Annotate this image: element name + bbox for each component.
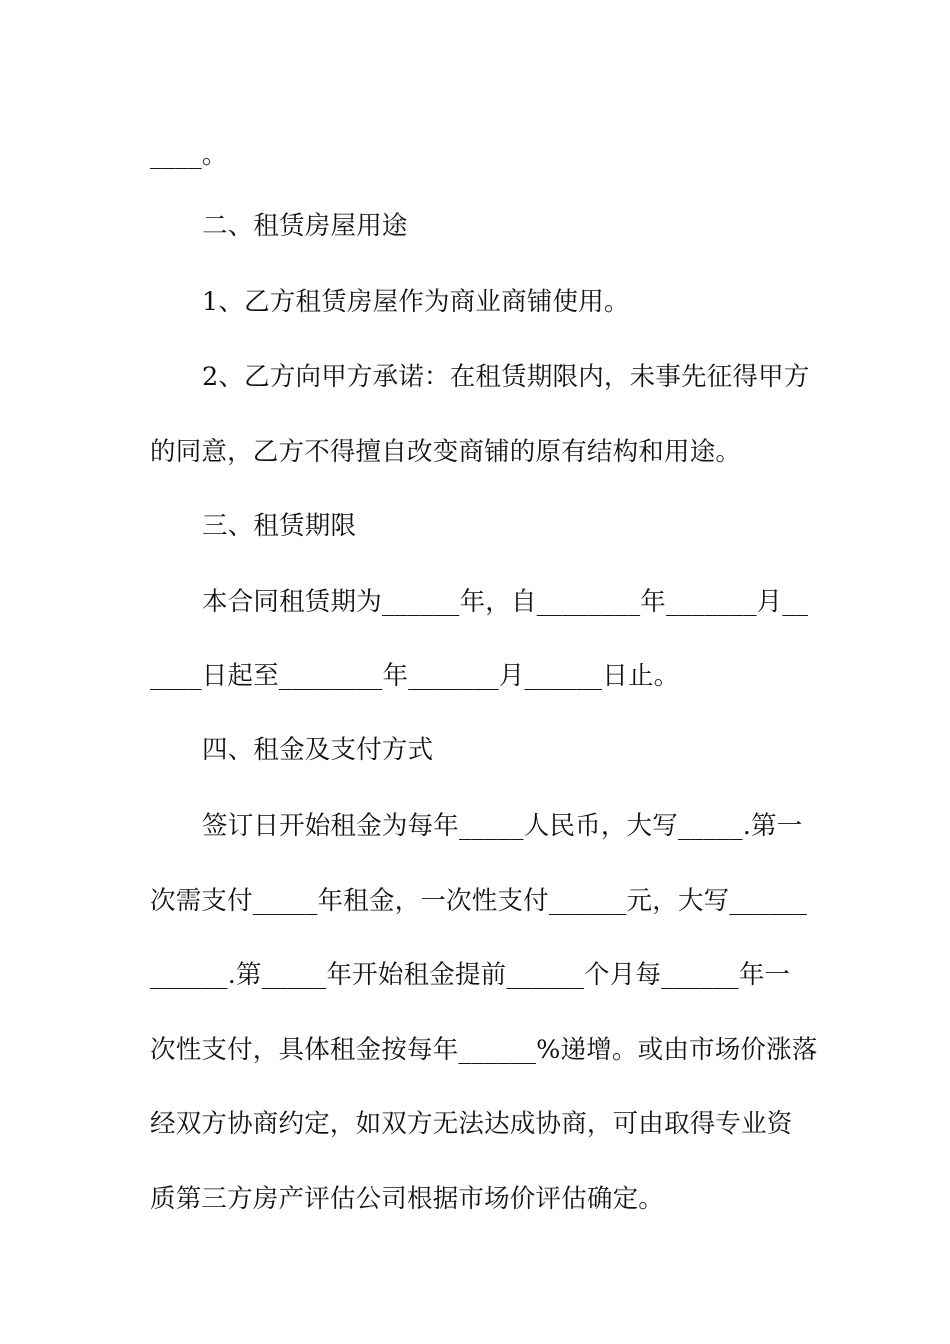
section-heading: 三、租赁期限 bbox=[202, 511, 357, 541]
text-line: 次性支付，具体租金按每年______%递增。或由市场价涨落 bbox=[150, 1035, 818, 1065]
text-line: 1、乙方租赁房屋作为商业商铺使用。 bbox=[202, 287, 630, 317]
text-line: 次需支付_____年租金，一次性支付______元，大写______ bbox=[150, 886, 808, 916]
text-line: 2、乙方向甲方承诺：在租赁期限内，未事先征得甲方 bbox=[202, 362, 810, 392]
text-line: ____日起至________年_______月______日止。 bbox=[150, 661, 680, 691]
text-line: 经双方协商约定，如双方无法达成协商，可由取得专业资 bbox=[150, 1109, 793, 1139]
section-heading: 二、租赁房屋用途 bbox=[202, 211, 408, 241]
text-line: 签订日开始租金为每年_____人民币，大写_____.第一 bbox=[202, 811, 803, 841]
text-line: 质第三方房产评估公司根据市场价评估确定。 bbox=[150, 1184, 665, 1214]
section-heading: 四、租金及支付方式 bbox=[202, 735, 434, 765]
text-line: 本合同租赁期为______年，自________年_______月__ bbox=[202, 587, 809, 617]
text-line: 的同意，乙方不得擅自改变商铺的原有结构和用途。 bbox=[150, 437, 742, 467]
text-line: ______.第_____年开始租金提前______个月每______年一 bbox=[150, 960, 791, 990]
text-line: ____。 bbox=[150, 140, 228, 170]
